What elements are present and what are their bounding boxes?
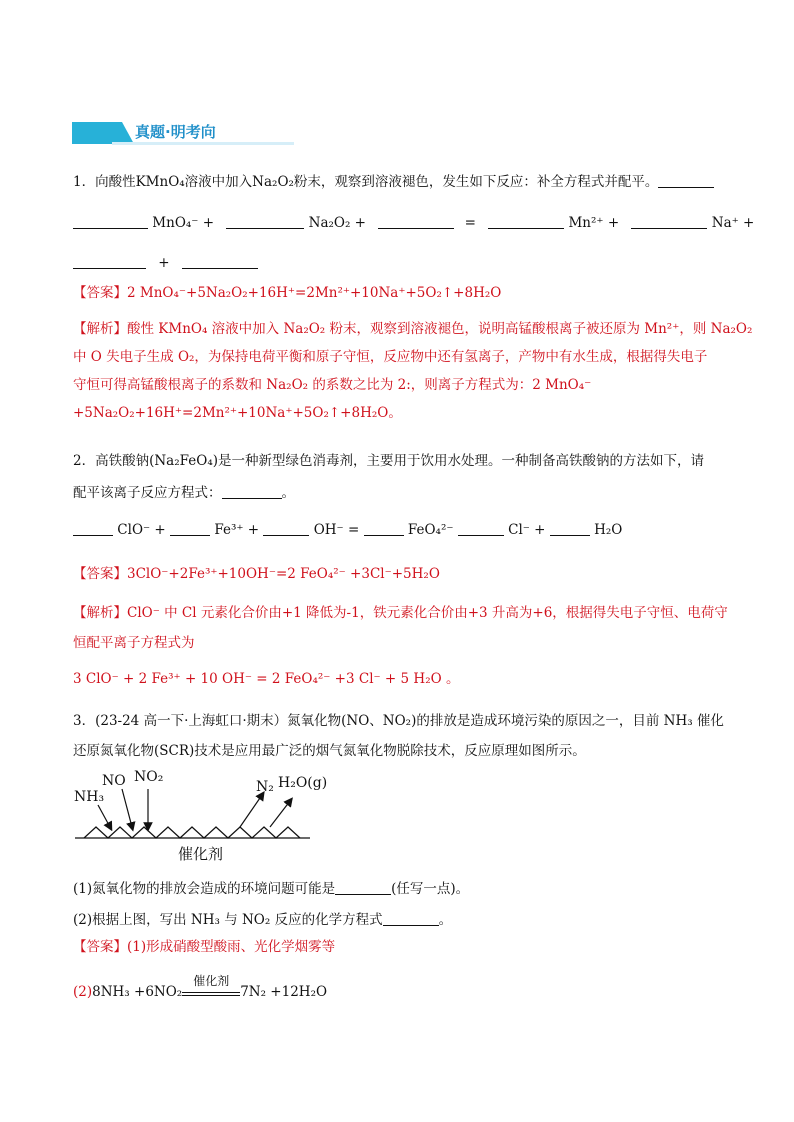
q3-answer2 <box>73 974 328 1002</box>
q3-sub1-text: (1)氮氧化物的排放会造成的环境问题可能是 <box>73 881 336 897</box>
q1-blank-0[interactable] <box>658 173 714 188</box>
q1-blank-7[interactable] <box>182 254 258 269</box>
no2-label: NO₂ <box>134 769 164 785</box>
q3-stem-line: 3．(23-24 高一下·上海虹口·期末）氮氧化物(NO、NO₂)的排放是造成环境污染的原因之一，目前 NH₃ 催化 <box>73 713 724 729</box>
q3-sub1-end: (任写一点)。 <box>391 881 470 897</box>
h2o-arrow <box>270 801 290 827</box>
n2-arrow <box>240 795 262 827</box>
q2-stem-end: 。 <box>281 485 295 501</box>
scr-diagram <box>70 765 328 865</box>
q1-blank-6[interactable] <box>73 254 146 269</box>
h2o-label: H₂O(g) <box>278 775 328 791</box>
q2-answer-text: 3ClO⁻+2Fe³⁺+10OH⁻=2 FeO₄²⁻ +3Cl⁻+5H₂O <box>127 566 440 582</box>
q2-equation <box>73 520 622 540</box>
q1-equation-row1 <box>73 213 754 233</box>
answer-tag: 【答案】 <box>73 939 127 955</box>
q1-analysis-line: 酸性 KMnO₄ 溶液中加入 Na₂O₂ 粉末，观察到溶液褪色，说明高锰酸根离子被还原为 Mn²⁺，则 Na₂O₂ <box>127 321 753 337</box>
q2-analysis-line: ClO⁻ 中 Cl 元素化合价由+1 降低为-1，铁元素化合价由+3 升高为+6，根据得失电子守恒、电荷守 <box>127 605 728 621</box>
q1-analysis-line: +5Na₂O₂+16H⁺=2Mn²⁺+10Na⁺+5O₂↑+8H₂O。 <box>73 405 402 421</box>
q2-term-clo: ClO⁻ + <box>117 522 166 538</box>
q3-condition-label: 催化剂 <box>193 974 230 988</box>
q1-analysis-line: 中 O 失电子生成 O₂，为保持电荷平衡和原子守恒，反应物中还有氢离子，产物中有水生成，根据得失电子 <box>73 349 708 365</box>
q2-blank-6[interactable] <box>550 521 590 536</box>
q2-blank-1[interactable] <box>73 521 113 536</box>
q2-term-cl: Cl⁻ + <box>508 522 546 538</box>
q3-answer2-right: 7N₂ +12H₂O <box>240 984 328 1000</box>
q3-answer1 <box>73 937 335 957</box>
q2-term-oh: OH⁻ = <box>313 522 360 538</box>
q1-analysis-line: 守恒可得高锰酸根离子的系数和 Na₂O₂ 的系数之比为 2:，则离子方程式为：2 MnO₄⁻ <box>73 377 592 393</box>
section-title: 真题·明考向 <box>135 123 216 141</box>
q2-term-feo4: FeO₄²⁻ <box>407 522 454 538</box>
q1-answer-text: 2 MnO₄⁻+5Na₂O₂+16H⁺=2Mn²⁺+10Na⁺+5O₂↑+8H₂O <box>127 285 502 301</box>
q1-equation-row2 <box>73 253 258 273</box>
answer-tag: 【答案】 <box>73 566 127 582</box>
answer-tag: 【答案】 <box>73 285 127 301</box>
q3-stem <box>73 706 724 766</box>
q1-term-mno4: MnO₄⁻ + <box>152 215 215 231</box>
q2-stem-line: 配平该离子反应方程式： <box>73 485 222 501</box>
q1-term-na2o2: Na₂O₂ + <box>308 215 366 231</box>
q1-blank-5[interactable] <box>631 214 707 229</box>
q3-blank-2[interactable] <box>383 911 439 926</box>
q1-answer <box>73 283 501 303</box>
nh3-label: NH₃ <box>74 789 105 805</box>
no-label: NO <box>102 773 126 789</box>
q2-term-h2o: H₂O <box>594 522 623 538</box>
q2-final-equation: 3 ClO⁻ + 2 Fe³⁺ + 10 OH⁻ = 2 FeO₄²⁻ +3 Cl⁻ + 5 H₂O 。 <box>73 671 460 687</box>
q3-answer2-left: 8NH₃ +6NO₂ <box>92 984 183 1000</box>
analysis-tag: 【解析】 <box>73 321 127 337</box>
q2-term-fe: Fe³⁺ + <box>214 522 260 538</box>
q2-blank-5[interactable] <box>458 521 504 536</box>
q2-blank-4[interactable] <box>364 521 404 536</box>
q1-stem-text: 1．向酸性KMnO₄溶液中加入Na₂O₂粉末，观察到溶液褪色，发生如下反应：补全方程式并配平。 <box>73 174 659 190</box>
q3-equals-bar <box>182 992 240 996</box>
q2-stem <box>73 445 704 509</box>
q2-analysis-line: 恒配平离子方程式为 <box>73 635 195 651</box>
q2-answer <box>73 564 440 584</box>
q3-blank-1[interactable] <box>335 880 391 895</box>
q1-analysis <box>73 315 752 427</box>
catalyst-sites <box>84 827 300 838</box>
q1-blank-4[interactable] <box>488 214 564 229</box>
q3-answer1-text: (1)形成硝酸型酸雨、光化学烟雾等 <box>127 939 336 955</box>
catalyst-label: 催化剂 <box>178 845 224 863</box>
q1-term-na: Na⁺ + <box>711 215 755 231</box>
q2-blank-2[interactable] <box>170 521 210 536</box>
q2-stem-line: 2．高铁酸钠(Na₂FeO₄)是一种新型绿色消毒剂，主要用于饮用水处理。一种制备高铁酸钠的方法如下，请 <box>73 453 704 469</box>
q1-equals: = <box>464 215 476 231</box>
q1-blank-2[interactable] <box>226 214 304 229</box>
q3-subquestions <box>73 874 469 936</box>
q3-answer2-prefix: (2) <box>73 984 93 1000</box>
analysis-tag: 【解析】 <box>73 605 127 621</box>
q1-term-mn: Mn²⁺ + <box>568 215 620 231</box>
q1-blank-1[interactable] <box>73 214 148 229</box>
q1-plus: + <box>158 255 170 271</box>
q1-stem <box>73 172 714 192</box>
n2-label: N₂ <box>256 779 274 795</box>
q2-blank-3[interactable] <box>263 521 309 536</box>
q1-blank-3[interactable] <box>378 214 454 229</box>
q3-stem-line: 还原氮氧化物(SCR)技术是应用最广泛的烟气氮氧化物脱除技术，反应原理如图所示。 <box>73 743 586 759</box>
q3-sub2-text: (2)根据上图，写出 NH₃ 与 NO₂ 反应的化学方程式 <box>73 912 383 928</box>
q2-blank-0[interactable] <box>222 484 282 499</box>
q3-reaction-arrow <box>182 974 240 996</box>
no-arrow <box>122 789 132 827</box>
q2-analysis <box>73 598 728 658</box>
q3-sub2-end: 。 <box>438 912 453 928</box>
nh3-arrow <box>98 805 110 827</box>
